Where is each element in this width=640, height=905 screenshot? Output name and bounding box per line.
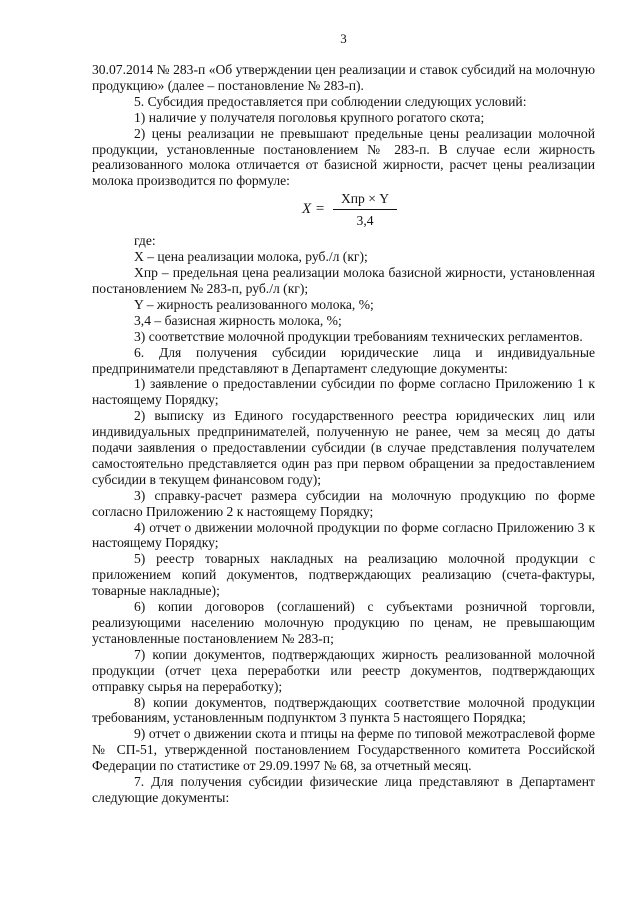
paragraph-doc-4: 4) отчет о движении молочной продукции по форме согласно Приложению 3 к настоящему Порядку;	[92, 519, 595, 551]
formula-denominator: 3,4	[356, 213, 374, 229]
paragraph-doc-9: 9) отчет о движении скота и птицы на ферме по типовой межотраслевой форме № СП-51, утвержденной постановлением Государственного комитета Российской Федерации по статистике от 29.09.1997 № 68, за отчетный месяц.	[92, 726, 595, 774]
paragraph-doc-1: 1) заявление о предоставлении субсидии по форме согласно Приложению 1 к настоящему Порядку;	[92, 376, 595, 408]
paragraph-doc-5: 5) реестр товарных накладных на реализацию молочной продукции с приложением копий документов, подтверждающих реализацию (счета-фактуры, товарные накладные);	[92, 551, 595, 599]
formula-numerator: Xпр × Y	[340, 191, 390, 207]
paragraph-clause-5: 5. Субсидия предоставляется при соблюдении следующих условий:	[134, 93, 527, 109]
paragraph-def-x: X – цена реализации молока, руб./л (кг);	[134, 249, 368, 265]
paragraph-doc-6: 6) копии договоров (соглашений) с субъектами розничной торговли, реализующими населению молочную продукцию по ценам, не превышающим установленные постановлением № 283-п;	[92, 599, 595, 646]
paragraph-condition-3: 3) соответствие молочной продукции требованиям технических регламентов.	[134, 328, 583, 344]
formula-lhs: X =	[302, 201, 326, 218]
paragraph-clause-7: 7. Для получения субсидии физические лица представляют в Департамент следующие документы:	[92, 774, 595, 805]
paragraph-where: где:	[134, 233, 156, 249]
formula-fraction	[333, 191, 397, 229]
paragraph-continuation: 30.07.2014 № 283-п «Об утверждении цен реализации и ставок субсидий на молочную продукцию» (далее – постановление № 283-п).	[92, 62, 595, 93]
paragraph-condition-2: 2) цены реализации не превышают предельные цены реализации молочной продукции, установленные постановлением № 283-п. В случае если жирность реализованного молока отличается от базисной жирности, расчет цены реализации молока производится по формуле:	[92, 125, 595, 189]
paragraph-def-xpr: Хпр – предельная цена реализации молока базисной жирности, установленная постановлением № 283-п, руб./л (кг);	[92, 265, 595, 296]
document-body	[92, 62, 595, 806]
page-number: 3	[340, 31, 347, 46]
formula-expression	[302, 191, 397, 229]
paragraph-doc-7: 7) копии документов, подтверждающих жирность реализованной молочной продукции (отчет цеха переработки или реестр документов, подтверждающих отправку сырья на переработку);	[92, 646, 595, 694]
paragraph-doc-8: 8) копии документов, подтверждающих соответствие молочной продукции требованиям, установленным подпунктом 3 пункта 5 настоящего Порядка;	[92, 694, 595, 726]
paragraph-doc-3: 3) справку-расчет размера субсидии на молочную продукцию по форме согласно Приложению 2 к настоящему Порядку;	[92, 487, 595, 519]
paragraph-condition-1: 1) наличие у получателя поголовья крупного рогатого скота;	[134, 109, 485, 125]
paragraph-clause-6: 6. Для получения субсидии юридические лица и индивидуальные предприниматели представляют в Департамент следующие документы:	[92, 344, 595, 376]
paragraph-doc-2: 2) выписку из Единого государственного реестра юридических лиц или индивидуальных предпринимателей, полученную не ранее, чем за месяц до даты подачи заявления о предоставлении субсидии (в случае представления получателем самостоятельно представляется один раз при первом обращении за предоставлением субсидии в текущем финансовом году);	[92, 408, 595, 487]
paragraph-def-y: Y – жирность реализованного молока, %;	[134, 296, 374, 312]
price-formula	[92, 189, 595, 233]
paragraph-def-base: 3,4 – базисная жирность молока, %;	[134, 312, 342, 328]
